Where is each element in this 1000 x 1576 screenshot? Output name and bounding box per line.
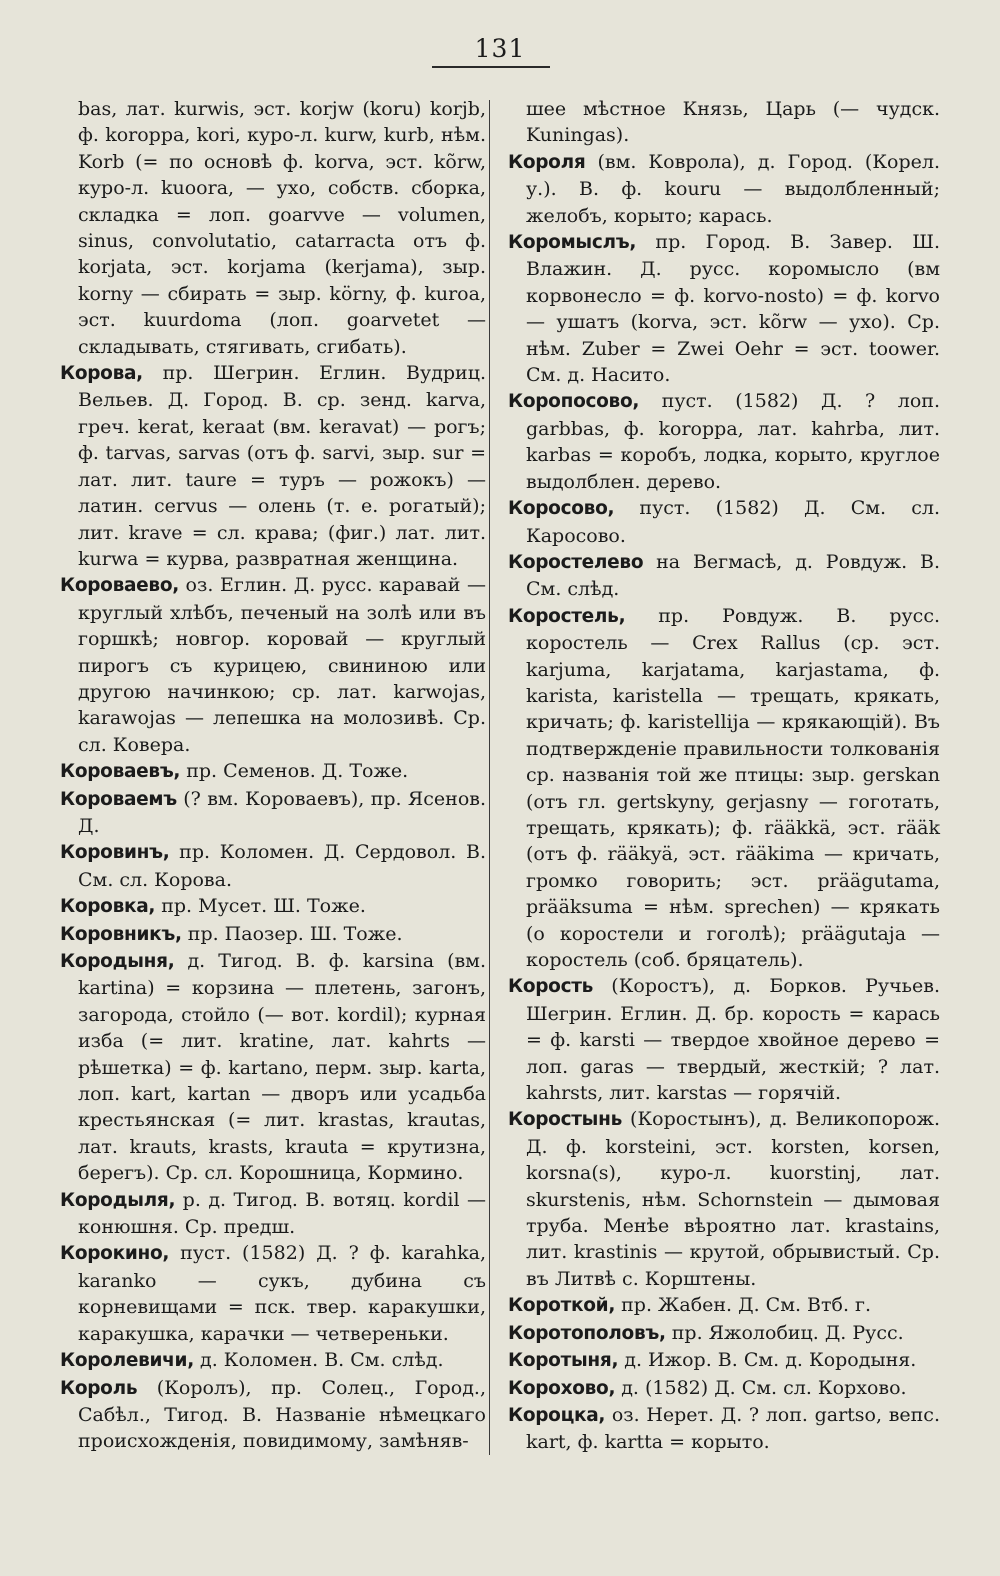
entry-text: (Коростъ), д. Борков. Ручьев. Шегрин. Еглин. Д. бр. корость = карась = ф. karsti — твердое хвойное дерево = лоп. garas — твердый, жесткій; ? лат. kahrsts, лит. karstas — горячій. <box>526 975 940 1105</box>
dictionary-entry <box>60 921 486 948</box>
entry-text: оз. Нерет. Д. ? лоп. gartso, вепс. kart, ф. kartta = корыто. <box>526 1403 940 1454</box>
entry-headword: Корова, <box>60 363 143 385</box>
entry-headword: Короваево, <box>60 575 179 597</box>
entry-text: д. Ижор. В. См. д. Кородыня. <box>624 1349 917 1372</box>
entry-headword: Коровка, <box>60 896 156 918</box>
entry-headword: Коростелево <box>508 551 644 573</box>
dictionary-entry <box>60 786 486 840</box>
dictionary-entry <box>508 1292 940 1319</box>
entry-text: на Вегмасѣ, д. Ровдуж. В. См. слѣд. <box>526 550 940 601</box>
entry-headword: Коростель, <box>508 605 626 627</box>
entry-headword: Корость <box>508 976 594 998</box>
dictionary-entry <box>508 96 940 149</box>
right-column <box>508 96 940 1456</box>
entry-headword: Корокино, <box>60 1243 170 1265</box>
entry-text: оз. Еглин. Д. русс. каравай — круглый хлѣбъ, печеный на золѣ или въ горшкѣ; новгор. коровай — круглый пирогъ съ курицею, свининою или другою начинкою; ср. лат. karwojas, karawojas — лепешка на молозивѣ. Ср. сл. Ковера. <box>78 574 486 756</box>
entry-headword: Коротополовъ, <box>508 1322 666 1344</box>
entry-text: bas, лат. kurwis, эст. korjw (koru) korjb, ф. korоppa, kori, куро-л. kurw, kurb, нѣм. Korb (= по основѣ ф. korva, эст. kõrw, куро-л. kuoora, — ухо, собств. сборка, складка = лоп. goarvve — volumen, sinus, convolutatio, catarracta отъ ф. korjata, эст. korjama (kerjama), зыр. korny — сбирать = зыр. körny, ф. kuroa, эст. kuurdoma (лоп. goarvetet — складывать, стягивать, сгибать). <box>78 98 486 358</box>
left-column <box>60 96 486 1455</box>
entry-text: пр. Коломен. Д. Сердовол. В. См. сл. Корова. <box>78 841 487 891</box>
dictionary-entry <box>508 1402 940 1456</box>
entry-text: пр. Мусет. Ш. Тоже. <box>161 895 366 918</box>
entry-text: д. (1582) Д. См. сл. Корхово. <box>621 1376 907 1399</box>
entry-text: пр. Семенов. Д. Тоже. <box>186 760 409 783</box>
entry-headword: Коросово, <box>508 498 615 520</box>
entry-headword: Коромыслъ, <box>508 232 637 254</box>
entry-headword: Короткой, <box>508 1295 616 1317</box>
dictionary-entry <box>60 1240 486 1347</box>
entry-text: пуст. (1582) Д. ? лоп. garbbas, ф. korоppa, лат. kahrba, лит. karbas = коробъ, лодка, корыто, круглое выдолблен. дерево. <box>526 390 940 493</box>
dictionary-entry <box>60 1347 486 1374</box>
entry-text: (вм. Коврола), д. Город. (Корел. у.). В. ф. kouru — выдолбленный; желобъ, корыто; карась. <box>526 150 941 227</box>
entry-text: (? вм. Короваевъ), пр. Ясенов. Д. <box>78 787 486 837</box>
entry-headword: Короваемъ <box>60 788 177 810</box>
dictionary-entry <box>508 149 940 229</box>
entry-text: пуст. (1582) Д. См. сл. Каросово. <box>526 497 940 547</box>
entry-headword: Короля <box>508 151 586 173</box>
entry-text: пр. Город. В. Завер. Ш. Влажин. Д. русс. коромысло (вм корвонесло = ф. korvo-nosto) = ф. korvo — ушатъ (korva, эст. kõrw — ухо). Ср. нѣм. Zuber = Zwei Oehr = эст. toower. См. д. Насито. <box>526 231 940 387</box>
dictionary-entry <box>60 839 486 893</box>
dictionary-entry <box>508 549 940 603</box>
entry-text: р. д. Тигод. В. вотяц. kordil — конюшня. Ср. предш. <box>78 1188 486 1239</box>
dictionary-entry <box>508 388 940 495</box>
dictionary-entry <box>508 1375 940 1402</box>
entry-text: д. Тигод. В. ф. karsina (вм. kartina) = корзина — плетень, загонъ, загорода, стойло (— вот. kordil); курная изба (= лит. kratine, лат. kahrts — рѣшетка) = ф. kartano, перм. зыр. karta, лоп. kart, kartan — дворъ или усадьба крестьянская (= лит. krastas, krautas, лат. krauts, krasts, krauta = крутизна, берегъ). Ср. сл. Корошница, Кормино. <box>78 950 486 1185</box>
entry-headword: Королевичи, <box>60 1350 194 1372</box>
dictionary-entry <box>508 973 940 1106</box>
entry-headword: Кородыля, <box>60 1189 176 1211</box>
dictionary-entry <box>60 893 486 920</box>
entry-text: пр. Яжолобиц. Д. Русс. <box>671 1321 904 1344</box>
entry-text: шее мѣстное Князь, Царь (— чудск. Kuningas). <box>526 98 940 147</box>
dictionary-entry <box>60 572 486 758</box>
dictionary-entry <box>60 96 486 360</box>
dictionary-entry <box>60 360 486 572</box>
dictionary-entry <box>508 603 940 974</box>
entry-headword: Коровинъ, <box>60 842 170 864</box>
entry-text: (Коростынъ), д. Великопорож. Д. ф. korsteini, эст. korsten, korsen, korsna(s), куро-л. kuorstinj, лат. skurstenis, нѣм. Schornstein — дымовая труба. Менѣе вѣроятно лат. krastains, лит. krastinis — крутой, обрывистый. Ср. въ Литвѣ с. Корштены. <box>526 1108 940 1290</box>
dictionary-entry <box>60 758 486 785</box>
entry-headword: Коротыня, <box>508 1350 619 1372</box>
dictionary-entry <box>508 1320 940 1347</box>
entry-headword: Коростынь <box>508 1109 622 1131</box>
column-divider <box>489 100 490 1455</box>
entry-headword: Корохово, <box>508 1377 616 1399</box>
entry-text: д. Коломен. В. См. слѣд. <box>200 1349 444 1372</box>
dictionary-entry <box>508 495 940 549</box>
dictionary-entry <box>508 1106 940 1292</box>
page-number: 131 <box>474 34 526 63</box>
entry-text: пр. Жабен. Д. См. Втб. г. <box>621 1294 872 1317</box>
entry-text: пр. Шегрин. Еглин. Вудриц. Вельев. Д. Город. В. ср. зенд. karva, греч. kerat, keraat (вм. keravat) — рогъ; ф. tarvas, sarvas (отъ ф. sarvi, зыр. sur = лат. лит. taure = туръ — рожокъ) — латин. cervus — олень (т. е. рогатый); лит. krave = сл. крава; (фиг.) лат. лит. kurwa = курва, развратная женщина. <box>78 362 486 570</box>
dictionary-entry <box>60 1375 486 1455</box>
entry-text: пр. Паозер. Ш. Тоже. <box>187 922 403 945</box>
entry-text: пуст. (1582) Д. ? ф. karahka, karanko — сукъ, дубина съ корневищами = пск. твер. каракушки, каракушка, карачки — четвереньки. <box>78 1242 486 1345</box>
entry-headword: Короваевъ, <box>60 761 181 783</box>
dictionary-entry <box>60 1187 486 1241</box>
header-rule <box>432 66 550 68</box>
entry-headword: Кородыня, <box>60 951 175 972</box>
dictionary-entry <box>508 1347 940 1374</box>
entry-headword: Короцка, <box>508 1404 606 1426</box>
entry-text: (Королъ), пр. Солец., Город., Сабѣл., Тигод. В. Названіе нѣмецкаго происхожденія, повидимому, замѣняв- <box>78 1376 486 1453</box>
dictionary-entry <box>60 948 486 1187</box>
entry-text: пр. Ровдуж. В. русс. коростель — Crex Rallus (ср. эст. karjuma, karjatama, karjastama, ф. karista, karistella — трещать, крякать, кричать; ф. karistellija — крякающій). Въ подтвержденіе правильности толкованія ср. названія той же птицы: зыр. gerskan (отъ гл. gertskyny, gerjasny — гоготать, трещать, крякать); ф. rääkkä, эст. rääk (отъ ф. rääkyä, эст. rääkima — кричать, громко говорить; эст. präägutama, prääksuma = нѣм. sprechen) — крякать (о коростели и гоголѣ); präägutaja — коростель (соб. бряцатель). <box>526 604 940 971</box>
entry-headword: Коропосово, <box>508 391 640 413</box>
entry-headword: Король <box>60 1377 138 1399</box>
entry-headword: Коровникъ, <box>60 923 182 945</box>
dictionary-entry <box>508 229 940 388</box>
